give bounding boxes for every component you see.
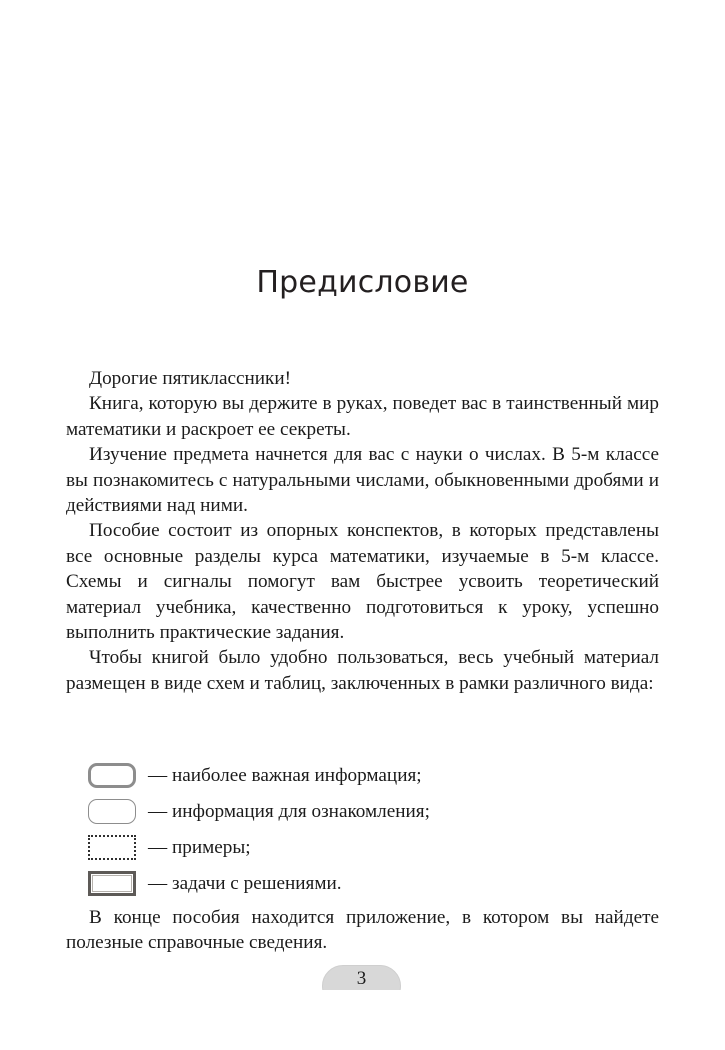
legend-label-info: — информация для ознакомления; — [148, 800, 430, 822]
paragraph-greeting: Дорогие пятиклассники! — [89, 368, 292, 389]
paragraph-frames-intro: Чтобы книгой было удобно пользоваться, весь учебный материал размещен в виде схем и таблиц, заключенных в рамки различного вида: — [66, 647, 659, 694]
closing-text-block — [66, 905, 659, 956]
rounded-thick-box-icon — [88, 763, 136, 788]
page-number-value: 3 — [356, 968, 367, 989]
paragraph-book-intro: Книга, которую вы держите в руках, поведет вас в таинственный мир математики и раскроет ее секреты. — [66, 393, 659, 440]
legend-item-important — [88, 757, 648, 793]
paragraph-subject: Изучение предмета начнется для вас с науки о числах. В 5-м классе вы познакомитесь с натуральными числами, обыкновенными дробями и действиями над ними. — [66, 444, 659, 517]
frame-legend-list — [88, 757, 648, 901]
paragraph-appendix: В конце пособия находится приложение, в котором вы найдете полезные справочные сведения. — [66, 907, 659, 954]
rounded-thin-box-icon — [88, 799, 136, 824]
solid-thick-box-icon — [88, 871, 136, 896]
legend-item-info — [88, 793, 648, 829]
legend-label-tasks: — задачи с решениями. — [148, 872, 342, 894]
legend-item-examples — [88, 829, 648, 865]
page-title: Предисловие — [256, 265, 469, 301]
legend-item-tasks — [88, 865, 648, 901]
page-number-badge — [322, 965, 401, 990]
legend-label-important: — наиболее важная информация; — [148, 764, 422, 786]
paragraph-manual: Пособие состоит из опорных конспектов, в которых представлены все основные разделы курса математики, изучаемые в 5-м классе. Схемы и сигналы помогут вам быстрее усвоить теоретический материал учебника, качественно подготовиться к уроку, успешно выполнить практические задания. — [66, 520, 659, 644]
legend-label-examples: — примеры; — [148, 836, 251, 858]
body-text-block — [66, 366, 659, 696]
dotted-box-icon — [88, 835, 136, 860]
